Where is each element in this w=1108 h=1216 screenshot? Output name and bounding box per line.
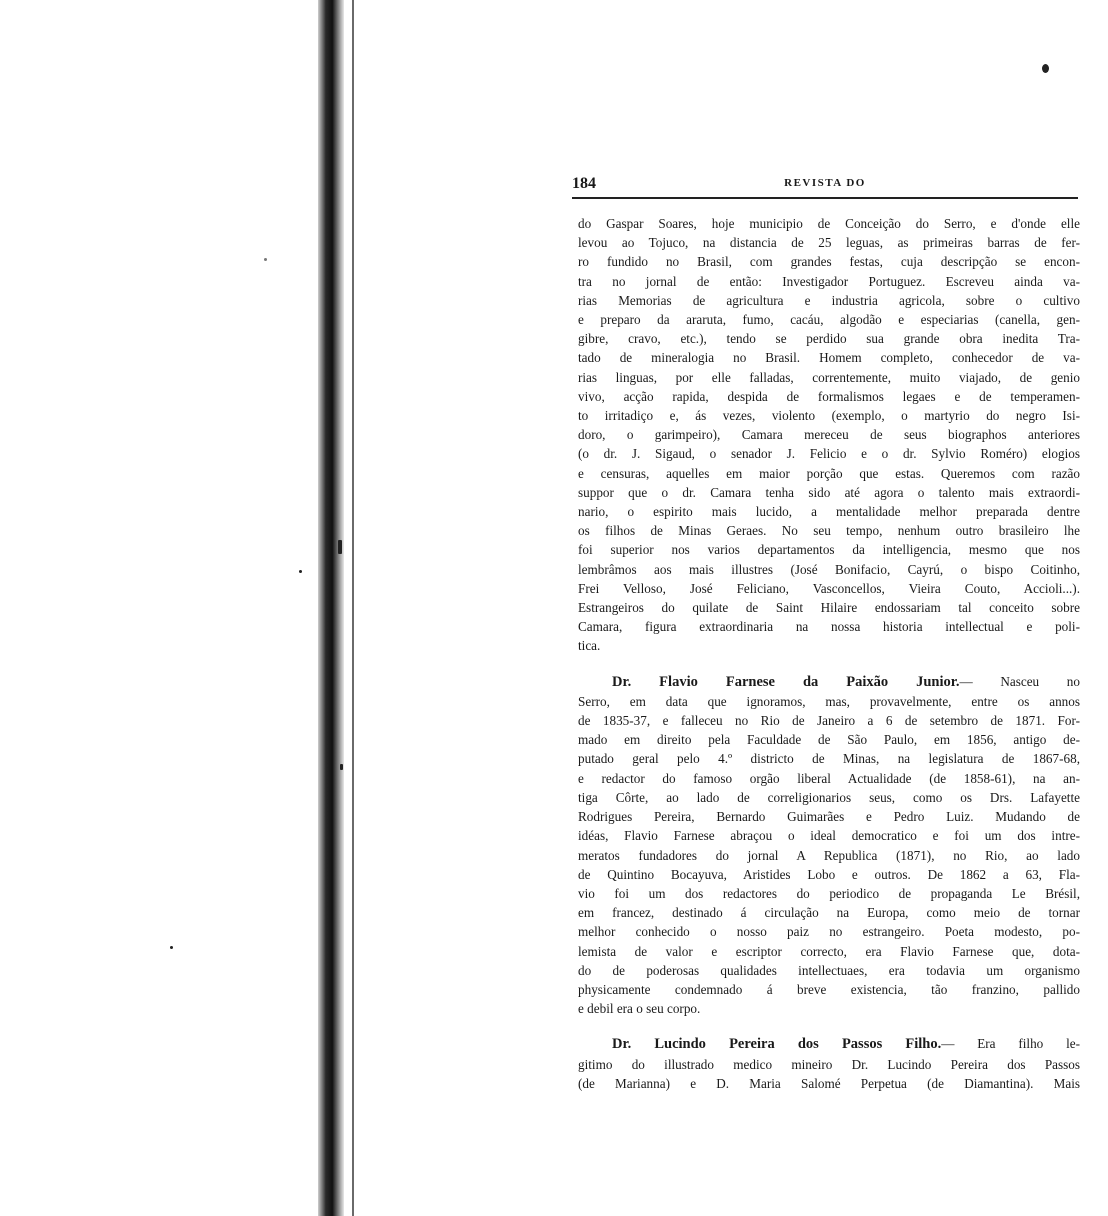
text-line: do de poderosas qualidades intellectuaes, era todavia um organismo [578,962,1080,978]
text-line: (o dr. J. Sigaud, o senador J. Felicio e o dr. Sylvio Roméro) elogios [578,446,1080,462]
text-line: tra no jornal de então: Investigador Portuguez. Escreveu ainda va- [578,273,1080,289]
text-line: os filhos de Minas Geraes. No seu tempo, nenhum outro brasileiro lhe [578,523,1080,539]
text-line: vio foi um dos redactores do periodico de propaganda Le Brésil, [578,885,1080,901]
text-line: rias linguas, por elle falladas, correntemente, muito viajado, de genio [578,369,1080,385]
text-line: nario, o espirito mais lucido, a mentalidade melhor preparada dentre [578,504,1080,520]
text-line: lemista de valor e escriptor correcto, era Flavio Farnese que, dota- [578,943,1080,959]
text-line: Serro, em data que ignoramos, mas, provavelmente, entre os annos [578,693,1080,709]
text-line: e preparo da araruta, fumo, cacáu, algodão e especiarias (canella, gen- [578,312,1080,328]
text-line: melhor conhecido o nosso paiz no estrangeiro. Poeta modesto, po- [578,924,1080,940]
text-line: de 1835-37, e falleceu no Rio de Janeiro a 6 de setembro de 1871. For- [578,713,1080,729]
text-line: e redactor do famoso orgão liberal Actualidade (de 1858-61), na an- [578,770,1080,786]
scan-speck [340,764,343,770]
page-header [572,175,1078,199]
text-line: doro, o garimpeiro), Camara mereceu de seus biographos anteriores [578,427,1080,443]
text-line: meratos fundadores do jornal A Republica (1871), no Rio, ao lado [578,847,1080,863]
text-line: tiga Côrte, ao lado de correligionarios seus, como os Drs. Lafayette [578,789,1080,805]
heading-continuation: — Era filho le- [941,1036,1080,1052]
text-line: vivo, acção rapida, despida de formalismos legaes e de temperamen- [578,388,1080,404]
text-line: gibre, cravo, etc.), tendo se perdido sua grande obra inedita Tra- [578,331,1080,347]
scan-speck [338,540,342,554]
text-line: foi superior nos varios departamentos da intelligencia, mesmo que nos [578,542,1080,558]
text-line: mado em direito pela Faculdade de São Paulo, em 1856, antigo de- [578,732,1080,748]
entry-heading: Dr. Lucindo Pereira dos Passos Filho. [612,1036,942,1053]
scan-speck [1042,64,1049,73]
article-body [578,214,1080,1093]
page-number: 184 [572,175,596,192]
running-head: REVISTA DO [784,177,866,189]
scan-speck [170,946,173,949]
paragraph-flavio-farnese [578,672,1080,1019]
text-line: tado de mineralogia no Brasil. Homem completo, conhecedor de va- [578,350,1080,366]
text-line: (de Marianna) e D. Maria Salomé Perpetua (de Diamantina). Mais [578,1075,1080,1091]
text-line: Camara, figura extraordinaria na nossa historia intellectual e poli- [578,619,1080,635]
text-line: de Quintino Bocayuva, Aristides Lobo e outros. De 1862 a 63, Fla- [578,866,1080,882]
text-line: lembrâmos aos mais illustres (José Bonifacio, Cayrú, o bispo Coitinho, [578,561,1080,577]
text-line: e debil era o seu corpo. [578,1001,701,1017]
text-line: putado geral pelo 4.º districto de Minas, na legislatura de 1867-68, [578,751,1080,767]
text-line [578,672,1080,692]
text-line: Estrangeiros do quilate de Saint Hilaire endossariam tal conceito sobre [578,600,1080,616]
entry-heading: Dr. Flavio Farnese da Paixão Junior. [612,673,960,690]
text-line: idéas, Flavio Farnese abraçou o ideal democratico e foi um dos intre- [578,828,1080,844]
text-line: ro fundido no Brasil, com grandes festas, cuja descripção se encon- [578,254,1080,270]
scan-speck [264,258,267,261]
text-line: Frei Velloso, José Feliciano, Vasconcellos, Vieira Couto, Accioli...). [578,580,1080,596]
text-line: em francez, destinado á circulação na Europa, como meio de tornar [578,905,1080,921]
text-line: to irritadiço e, ás vezes, violento (exemplo, o martyrio do negro Isi- [578,408,1080,424]
text-line: e censuras, aquelles em maior porção que estas. Queremos com razão [578,465,1080,481]
gutter-edge-line [352,0,354,1216]
text-line: physicamente condemnado á breve existencia, tão franzino, pallido [578,981,1080,997]
scan-speck [299,570,302,573]
text-line: tica. [578,638,601,654]
text-line [578,1034,1080,1054]
heading-continuation: — Nasceu no [959,673,1080,689]
text-line: do Gaspar Soares, hoje municipio de Conceição do Serro, e d'onde elle [578,216,1080,231]
text-line: suppor que o dr. Camara tenha sido até agora o talento mais extraordi- [578,484,1080,500]
text-line: rias Memorias de agricultura e industria agricola, sobre o cultivo [578,292,1080,308]
paragraph-lucindo-passos [578,1034,1080,1093]
book-gutter [318,0,344,1216]
text-line: Rodrigues Pereira, Bernardo Guimarães e Pedro Luiz. Mudando de [578,809,1080,825]
paragraph-camara [578,214,1080,656]
text-line: gitimo do illustrado medico mineiro Dr. Lucindo Pereira dos Passos [578,1056,1080,1072]
text-line: levou ao Tojuco, na distancia de 25 leguas, as primeiras barras de fer- [578,235,1080,251]
